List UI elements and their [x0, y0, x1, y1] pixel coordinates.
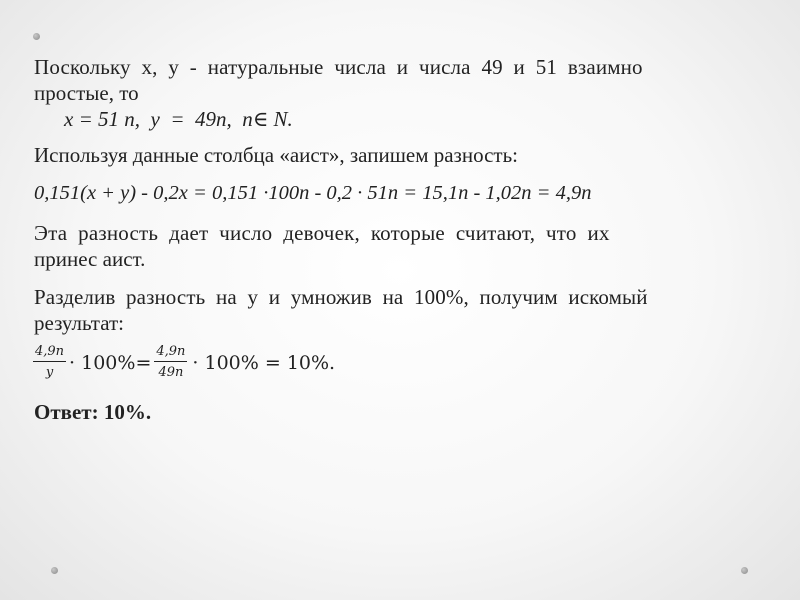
bullet-dot-top-left	[33, 33, 40, 40]
fraction-calculation	[30, 344, 774, 381]
paragraph3-line1: Эта разность дает число девочек, которые считают, что их	[34, 221, 610, 245]
paragraph-girls-count	[34, 220, 774, 272]
paragraph-divide	[34, 284, 774, 336]
fraction-2	[154, 344, 187, 381]
paragraph1-line2: простые, то	[34, 81, 139, 105]
fraction-2-denominator: 49n	[158, 365, 184, 380]
answer: Ответ: 10%.	[34, 400, 152, 424]
fraction-1-numerator: 4,9n	[33, 344, 66, 362]
fraction-1	[33, 344, 66, 381]
fraction-middle-text: · 100%=	[69, 351, 152, 374]
paragraph-difference-intro: Используя данные столбца «аист», запишем разность:	[34, 143, 519, 167]
fraction-2-numerator: 4,9n	[154, 344, 187, 362]
paragraph-natural-numbers	[34, 54, 774, 106]
formula-xy: x = 51 n, y = 49n, n∈ N.	[64, 107, 293, 131]
paragraph4-line1: Разделив разность на y и умножив на 100%, получим искомый	[34, 285, 648, 309]
fraction-1-denominator: y	[45, 365, 54, 380]
slide-content	[34, 52, 774, 425]
paragraph3-line2: принес аист.	[34, 247, 146, 271]
difference-equation: 0,151(x + y) - 0,2x = 0,151 ·100n - 0,2 · 51n = 15,1n - 1,02n = 4,9n	[34, 182, 592, 204]
paragraph4-line2: результат:	[34, 311, 124, 335]
bullet-dot-bottom-left	[51, 567, 58, 574]
paragraph1-line1: Поскольку x, y - натуральные числа и числа 49 и 51 взаимно	[34, 55, 643, 79]
bullet-dot-bottom-right	[741, 567, 748, 574]
fraction-end-text: · 100% = 10%.	[192, 351, 336, 374]
